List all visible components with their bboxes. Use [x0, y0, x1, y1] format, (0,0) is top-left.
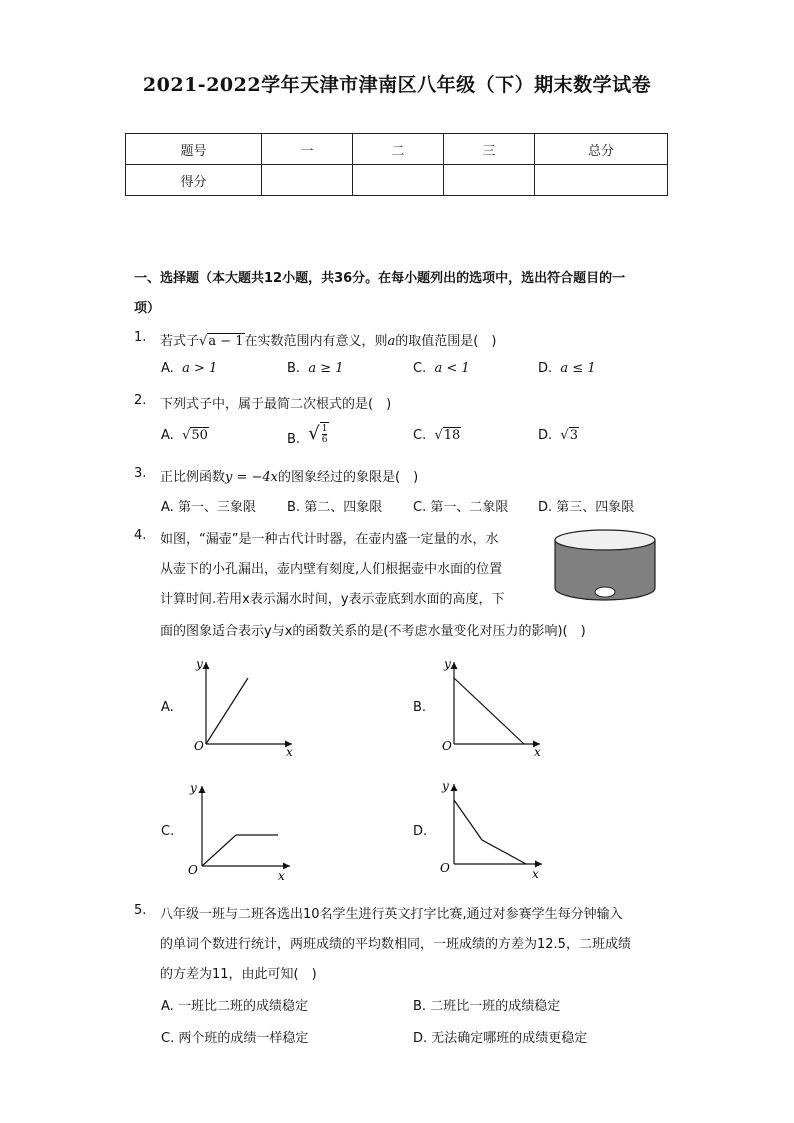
- option-label: B.: [413, 999, 427, 1014]
- axis-x-label: x: [278, 869, 285, 883]
- option-expr: a ≥ 1: [308, 361, 344, 376]
- question-5-line: 的方差为11，由此可知( ): [160, 967, 317, 982]
- question-1-stem: [160, 330, 496, 349]
- q1-option-d[interactable]: [538, 361, 596, 376]
- axis-x-label: x: [534, 745, 541, 759]
- q5-option-c[interactable]: [161, 1027, 308, 1046]
- score-table-score-row: [126, 165, 668, 196]
- option-text: 二班比一班的成绩稳定: [430, 999, 561, 1014]
- q3-text-post: 的图象经过的象限是( ): [278, 470, 419, 485]
- q4-graph-b[interactable]: [436, 656, 546, 760]
- q4-option-b-label[interactable]: B.: [413, 700, 427, 715]
- origin-label: O: [440, 861, 450, 875]
- question-number: 2.: [134, 393, 147, 408]
- q3-expression: y = −4x: [225, 470, 279, 485]
- option-label: D.: [538, 428, 553, 443]
- sqrt-expression: √50: [182, 428, 208, 443]
- axis-y-label: y: [442, 779, 449, 793]
- option-text: 第一、三象限: [177, 500, 256, 515]
- option-label: C.: [413, 361, 427, 376]
- question-number: 4.: [134, 528, 147, 543]
- q4-graph-a[interactable]: [188, 656, 298, 760]
- q4-option-d-label[interactable]: D.: [413, 824, 428, 839]
- score-row-label: 得分: [126, 165, 262, 196]
- score-cell[interactable]: [262, 165, 353, 196]
- option-label: B.: [287, 361, 301, 376]
- question-number: 3.: [134, 466, 147, 481]
- score-header-cell: 三: [444, 134, 535, 165]
- origin-label: O: [188, 863, 198, 877]
- option-label: B.: [287, 432, 301, 447]
- q2-option-c[interactable]: [413, 428, 461, 443]
- option-radicand: 50: [191, 428, 208, 443]
- q2-option-d[interactable]: [538, 428, 579, 443]
- water-clock-figure: [550, 526, 660, 606]
- sqrt-fraction: √ $\frac{1}{6}$: [308, 423, 328, 445]
- q5-option-d[interactable]: [413, 1027, 587, 1046]
- q1-text-end: 的取值范围是( ): [395, 334, 497, 349]
- q4-graph-c[interactable]: [186, 780, 296, 884]
- option-text: 两个班的成绩一样稳定: [178, 1031, 309, 1046]
- question-5-line: 的单词个数进行统计，两班成绩的平均数相同，一班成绩的方差为12.5，二班成绩: [160, 937, 631, 952]
- q1-text-post: 在实数范围内有意义，则: [244, 334, 388, 349]
- option-label: C.: [161, 1031, 175, 1046]
- axis-y-label: y: [190, 781, 197, 795]
- q3-option-d[interactable]: [538, 496, 634, 515]
- sqrt-expression: √a − 1: [199, 334, 244, 349]
- q3-option-b[interactable]: [287, 496, 382, 515]
- axis-x-label: x: [532, 867, 539, 881]
- fraction-numerator: 1: [321, 424, 328, 434]
- q1-option-c[interactable]: [413, 361, 470, 376]
- section-heading-cont: 项）: [134, 301, 161, 316]
- graph-line: [206, 678, 248, 744]
- option-text: 无法确定哪班的成绩更稳定: [431, 1031, 588, 1046]
- score-table: [125, 133, 668, 196]
- score-table-header-row: [126, 134, 668, 165]
- page-title: 2021-2022学年天津市津南区八年级（下）期末数学试卷: [142, 74, 652, 96]
- score-cell[interactable]: [535, 165, 668, 196]
- water-clock-hole: [595, 587, 615, 597]
- option-label: C.: [413, 428, 427, 443]
- option-expr: a < 1: [434, 361, 470, 376]
- q4-graph-d[interactable]: [436, 778, 546, 882]
- q3-option-c[interactable]: [413, 496, 508, 515]
- question-number: 5.: [134, 903, 147, 918]
- section-heading-text: 一、选择题（本大题共12小题，共36分。在每小题列出的选项中，选出符合题目的一: [134, 271, 626, 286]
- water-clock-top: [555, 530, 655, 550]
- q1-option-b[interactable]: [287, 361, 344, 376]
- q2-option-b[interactable]: [287, 422, 328, 447]
- option-label: A.: [161, 999, 174, 1014]
- score-cell[interactable]: [444, 165, 535, 196]
- q4-option-c-label[interactable]: C.: [161, 824, 175, 839]
- option-expr: a > 1: [182, 361, 218, 376]
- graph-line: [202, 835, 278, 866]
- option-text: 第一、二象限: [430, 500, 509, 515]
- question-5-line: 八年级一班与二班各选出10名学生进行英文打字比赛,通过对参赛学生每分钟输入: [160, 907, 623, 922]
- question-4-line: 计算时间.若用x表示漏水时间，y表示壶底到水面的高度，下: [160, 592, 505, 607]
- question-4-line: 面的图象适合表示y与x的函数关系的是(不考虑水量变化对压力的影响)( ): [160, 624, 586, 639]
- origin-label: O: [442, 739, 452, 753]
- option-label: D.: [538, 361, 553, 376]
- q3-text-pre: 正比例函数: [160, 470, 226, 485]
- sqrt-expression: √18: [434, 428, 461, 443]
- score-header-cell: 二: [353, 134, 444, 165]
- q1-variable: a: [387, 334, 396, 349]
- score-header-cell: 一: [262, 134, 353, 165]
- origin-label: O: [194, 739, 204, 753]
- option-text: 一班比二班的成绩稳定: [177, 999, 308, 1014]
- score-header-cell: 题号: [126, 134, 262, 165]
- fraction-denominator: 6: [321, 435, 328, 445]
- graph-line: [454, 800, 526, 864]
- section-heading: [134, 264, 674, 324]
- q5-option-b[interactable]: [413, 995, 560, 1014]
- question-4-line: 如图，“漏壶”是一种古代计时器，在壶内盛一定量的水，水: [160, 532, 499, 547]
- question-number: 1.: [134, 330, 147, 345]
- option-label: D.: [413, 1031, 428, 1046]
- axis-x-label: x: [286, 745, 293, 759]
- q5-option-a[interactable]: [161, 995, 308, 1014]
- q1-text-pre: 若式子: [160, 334, 200, 349]
- option-label: A.: [161, 428, 174, 443]
- q1-radicand: a − 1: [208, 334, 244, 349]
- option-label: D.: [538, 500, 553, 515]
- option-label: A.: [161, 500, 174, 515]
- option-radicand: 3: [569, 428, 578, 443]
- question-4-line: 从壶下的小孔漏出，壶内壁有刻度,人们根据壶中水面的位置: [160, 562, 503, 577]
- q3-option-a[interactable]: [161, 496, 256, 515]
- option-expr: a ≤ 1: [560, 361, 596, 376]
- graph-line: [454, 678, 524, 744]
- q4-option-a-label[interactable]: A.: [161, 700, 174, 715]
- question-2-stem: 下列式子中，属于最简二次根式的是( ): [160, 397, 392, 412]
- option-text: 第二、四象限: [304, 500, 383, 515]
- axis-y-label: y: [196, 657, 203, 671]
- option-radicand: 18: [443, 428, 461, 443]
- question-3-stem: [160, 466, 418, 485]
- score-cell[interactable]: [353, 165, 444, 196]
- score-header-cell: 总分: [535, 134, 668, 165]
- q1-option-a[interactable]: [161, 361, 217, 376]
- option-text: 第三、四象限: [556, 500, 635, 515]
- option-label: C.: [413, 500, 427, 515]
- sqrt-expression: √3: [560, 428, 578, 443]
- axis-y-label: y: [444, 657, 451, 671]
- q2-option-a[interactable]: [161, 428, 209, 443]
- option-label: B.: [287, 500, 301, 515]
- option-label: A.: [161, 361, 174, 376]
